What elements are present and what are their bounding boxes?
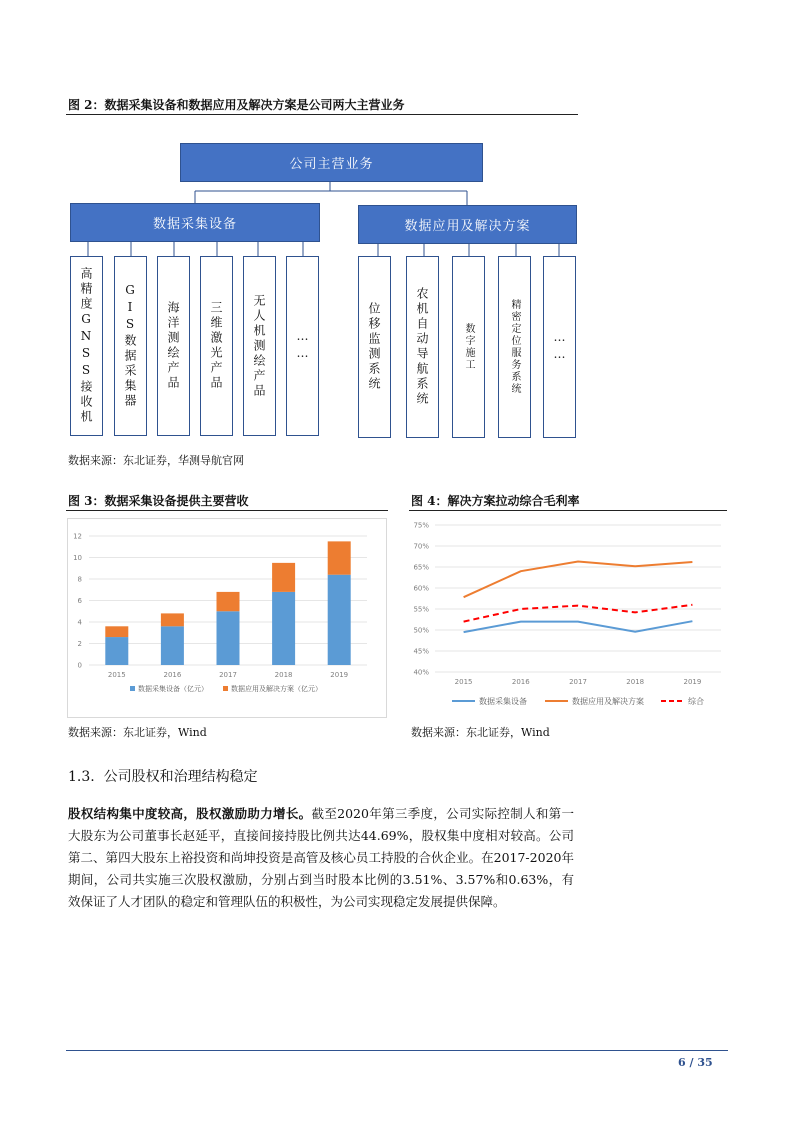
chart3-ytick-label: 2 — [77, 640, 82, 648]
paragraph-lead: 股权结构集中度较高，股权激励助力增长。 — [68, 806, 312, 821]
chart4-ytick-label: 60% — [413, 584, 429, 593]
chart3-legend-label-0: 数据采集设备（亿元） — [138, 685, 208, 693]
body-paragraph — [68, 803, 574, 913]
chart3-ytick-label: 8 — [77, 575, 82, 584]
chart3-bar-2017-series1 — [217, 592, 240, 611]
org-leaf-farm-nav: 农机自动导航系统 — [406, 256, 439, 438]
chart4-legend-label-2: 综合 — [688, 697, 704, 706]
figure3-title-rule — [66, 510, 388, 511]
chart3-xtick-label: 2016 — [163, 671, 182, 679]
chart3-xtick-label: 2019 — [330, 671, 349, 679]
chart4-ytick-label: 55% — [413, 605, 429, 614]
figure4-title: 图 4：解决方案拉动综合毛利率 — [411, 494, 580, 508]
org-leaf-more-2: …… — [543, 256, 576, 438]
org-leaf-gnss: 高精度GNSS接收机 — [70, 256, 103, 436]
chart4-legend-label-1: 数据应用及解决方案 — [572, 697, 644, 706]
chart3-legend-swatch-0 — [130, 686, 135, 691]
chart4-ytick-label: 50% — [413, 626, 429, 635]
chart3-bar-2017-series0 — [217, 611, 240, 665]
figure3-source: 数据来源：东北证券，Wind — [68, 726, 207, 739]
chart4-ytick-label: 70% — [413, 542, 429, 551]
org-leaf-gis: GIS数据采集器 — [114, 256, 147, 436]
figure4-source: 数据来源：东北证券，Wind — [411, 726, 550, 739]
paragraph-text: 截至2020年第三季度，公司实际控制人和第一大股东为公司董事长赵延平，直接间接持股比例共达44.69%，股权集中度相对较高。公司第二、第四大股东上裕投资和尚坤投资是高管及核心员工持股的合伙企业。在2017-2020年期间，公司共实施三次股权激励，分别占到当时股本比例的3.51%、3.57%和0.63%，有效保证了人才团队的稳定和管理队伍的积极性，为公司实现稳定发展提供保障。 — [68, 806, 574, 909]
revenue-bar-chart — [67, 518, 387, 718]
chart3-bar-2019-series0 — [328, 575, 351, 665]
chart3-ytick-label: 0 — [77, 661, 82, 670]
chart4-ytick-label: 40% — [413, 668, 429, 677]
figure2-source: 数据来源：东北证券，华测导航官网 — [68, 454, 244, 467]
org-branch-solutions: 数据应用及解决方案 — [358, 205, 577, 244]
chart4-ytick-label: 45% — [413, 647, 429, 656]
chart3-bar-2015-series0 — [105, 637, 128, 665]
chart3-bar-2016-series0 — [161, 626, 184, 665]
chart3-xtick-label: 2017 — [219, 671, 237, 679]
chart4-xtick-label: 2017 — [569, 678, 587, 686]
org-branch-data-collection: 数据采集设备 — [70, 203, 320, 242]
chart4-series-line-2 — [464, 605, 693, 622]
org-leaf-more-1: …… — [286, 256, 319, 436]
margin-line-chart — [409, 514, 727, 716]
chart4-ytick-label: 75% — [413, 521, 429, 530]
chart3-ytick-label: 6 — [77, 597, 82, 605]
chart3-ytick-label: 4 — [77, 618, 82, 627]
figure2-title: 图 2：数据采集设备和数据应用及解决方案是公司两大主营业务 — [68, 98, 405, 112]
org-leaf-displacement: 位移监测系统 — [358, 256, 391, 438]
org-leaf-digital-construction: 数字施工 — [452, 256, 485, 438]
chart3-bar-2018-series1 — [272, 563, 295, 592]
figure2-title-rule — [66, 114, 578, 115]
section-number: 1.3. — [68, 769, 95, 785]
chart4-xtick-label: 2015 — [454, 678, 473, 686]
chart4-ytick-label: 65% — [413, 563, 429, 572]
chart4-xtick-label: 2018 — [626, 678, 645, 686]
chart3-legend-label-1: 数据应用及解决方案（亿元） — [231, 685, 322, 693]
chart3-legend-swatch-1 — [223, 686, 228, 691]
chart3-bar-2015-series1 — [105, 626, 128, 637]
org-leaf-laser: 三维激光产品 — [200, 256, 233, 436]
chart3-ytick-label: 12 — [73, 532, 82, 541]
chart3-bar-2019-series1 — [328, 541, 351, 574]
chart3-ytick-label: 10 — [73, 554, 82, 562]
chart3-bar-2018-series0 — [272, 592, 295, 665]
org-root: 公司主营业务 — [180, 143, 483, 182]
figure3-title: 图 3：数据采集设备提供主要营收 — [68, 494, 249, 508]
figure4-title-rule — [409, 510, 727, 511]
footer-rule — [66, 1050, 728, 1051]
org-leaf-precise-positioning: 精密定位服务系统 — [498, 256, 531, 438]
chart4-xtick-label: 2019 — [683, 678, 702, 686]
page-number: 6 / 35 — [678, 1056, 713, 1069]
chart3-xtick-label: 2018 — [274, 671, 293, 679]
chart3-xtick-label: 2015 — [107, 671, 126, 679]
org-leaf-drone: 无人机测绘产品 — [243, 256, 276, 436]
org-leaf-marine: 海洋测绘产品 — [157, 256, 190, 436]
chart3-bar-2016-series1 — [161, 613, 184, 626]
chart4-legend-label-0: 数据采集设备 — [479, 697, 527, 706]
section-title: 公司股权和治理结构稳定 — [103, 769, 258, 785]
section-heading — [68, 766, 258, 786]
chart4-xtick-label: 2016 — [511, 678, 530, 686]
